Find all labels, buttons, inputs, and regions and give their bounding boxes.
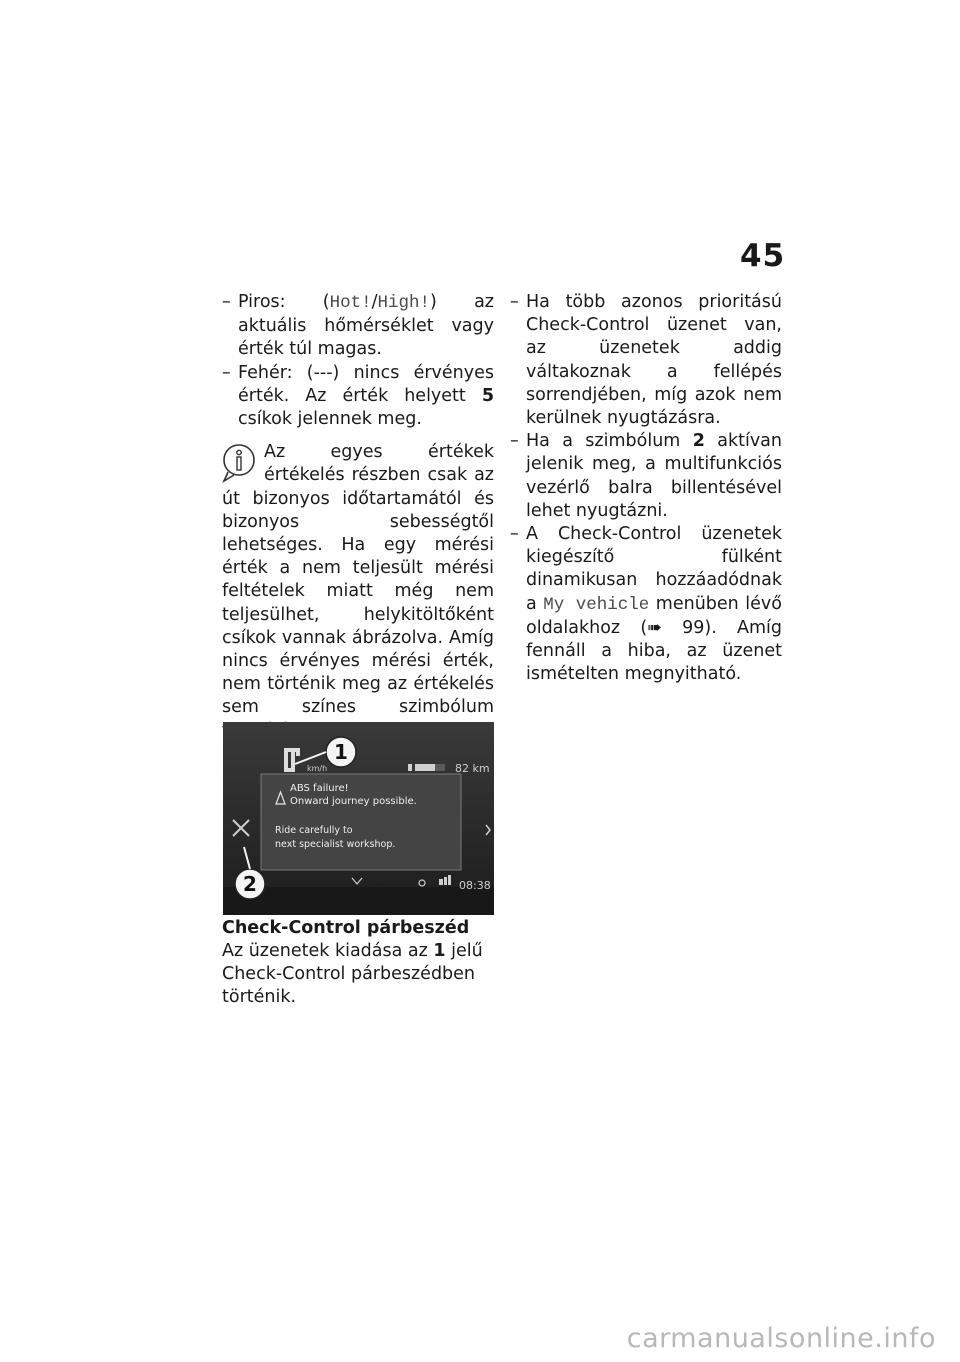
dashboard-figure <box>223 722 494 915</box>
warning-title: ABS failure! <box>290 783 349 794</box>
svg-text:2: 2 <box>243 872 257 896</box>
list-dash: – <box>510 431 519 452</box>
list-dash: – <box>222 362 231 383</box>
speed-unit: km/h <box>307 764 328 773</box>
watermark: carmanualsonline.info <box>626 1323 936 1354</box>
list-item-priority <box>510 291 782 430</box>
item-text: Ha több azonos prioritású Check-Control üzenet van, az üzenetek addig váltakoznak a fellépés sorrendjében, míg azok nem kerülnek nyugtázásra. <box>526 292 782 429</box>
item-text: Piros: ( <box>238 292 330 312</box>
item-text: aktívan jelenik meg, a multifunkciós vezérlő balra billentésével lehet nyugtázni. <box>526 431 782 521</box>
list-dash: – <box>222 292 231 312</box>
advice-line-2: next specialist workshop. <box>275 839 396 850</box>
list-item-red <box>222 291 494 362</box>
warning-subtitle: Onward journey possible. <box>290 796 417 807</box>
item-text: A Check-Control üzenetek kiegészítő fülként dinamikusan hozzáadódnak a <box>526 524 782 614</box>
info-icon <box>222 443 256 483</box>
bold-ref: 2 <box>692 431 705 452</box>
left-column <box>222 291 494 743</box>
callout-2-label <box>243 872 257 896</box>
tft-display-illustration <box>223 722 494 915</box>
page-ref-arrow-icon: ➠ <box>647 617 662 638</box>
callout-1-label <box>334 740 348 764</box>
caption-text: Az üzenetek kiadása az <box>222 941 434 961</box>
caption-body <box>222 940 494 1009</box>
right-column <box>510 291 782 686</box>
item-text: ) az aktuális hőmérséklet vagy érték túl magas. <box>238 292 494 360</box>
info-note <box>222 441 494 743</box>
page-ref-link[interactable]: 99 <box>661 617 705 638</box>
list-dash: – <box>510 524 519 545</box>
item-text: csíkok jelennek meg. <box>238 409 422 430</box>
code-hot: Hot! <box>329 293 372 313</box>
caption-title: Check-Control párbeszéd <box>222 918 470 938</box>
code-high: High! <box>377 293 431 313</box>
list-item-white <box>222 362 494 432</box>
bold-ref: 5 <box>481 385 494 406</box>
bold-ref: 1 <box>433 941 446 961</box>
list-dash: – <box>510 292 519 312</box>
page-number: 45 <box>740 238 786 274</box>
item-text: Ha a szimbólum <box>526 431 693 452</box>
item-text: / <box>371 292 378 312</box>
item-text: menüben lévő oldalakhoz ( <box>526 593 782 638</box>
item-text: Fehér: (---) nincs érvényes érték. Az érték helyett <box>238 362 494 406</box>
code-my-vehicle: My vehicle <box>543 594 650 615</box>
svg-text:1: 1 <box>334 740 348 764</box>
item-text: ). Amíg fennáll a hiba, az üzenet ismételten megnyitható. <box>526 617 782 685</box>
figure-caption <box>222 917 494 1009</box>
advice-line-1: Ride carefully to <box>275 825 353 836</box>
caption-text: jelű Check-Control párbeszédben történik. <box>222 941 483 1007</box>
list-item-tabs <box>510 523 782 686</box>
range-value: 82 km <box>455 762 490 775</box>
note-text: Az egyes értékek értékelés részben csak az út bizonyos időtartamától és bizonyos sebességtől lehetséges. Ha egy mérési érték a nem teljesült mérési feltételek miatt még nem teljesülhet, helykitöltőként csíkok vannak ábrázolva. Amíg nincs érvényes mérési érték, nem történik meg az értékelés sem színes szimbólum <box>222 442 494 718</box>
list-item-symbol <box>510 430 782 523</box>
clock-time: 08:38 <box>459 879 491 892</box>
